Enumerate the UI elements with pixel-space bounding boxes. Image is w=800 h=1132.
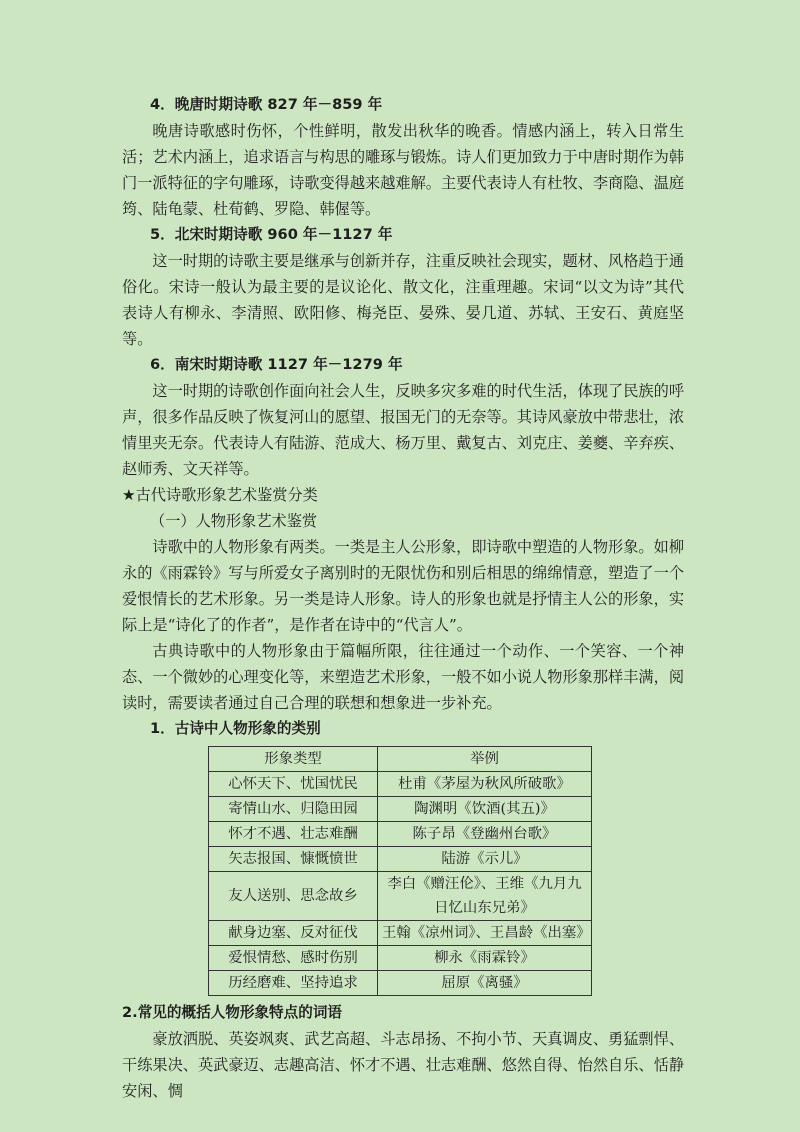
table-cell-example: 陆游《示儿》	[378, 847, 592, 872]
table-row	[209, 921, 592, 946]
paragraph-character-types: 诗歌中的人物形象有两类。一类是主人公形象，即诗歌中塑造的人物形象。如柳永的《雨霖铃》写与所爱女子离别时的无限忧伤和别后相思的绵绵情意，塑造了一个爱恨情长的艺术形象。另一类是诗人形象。诗人的形象也就是抒情主人公的形象，实际上是“诗化了的作者”，是作者在诗中的“代言人”。	[122, 538, 684, 634]
table-cell-type: 爱恨情愁、感时伤别	[209, 946, 378, 971]
paragraph-character-depiction: 古典诗歌中的人物形象由于篇幅所限，往往通过一个动作、一个笑容、一个神态、一个微妙的心理变化等，来塑造艺术形象，一般不如小说人物形象那样丰满，阅读时，需要读者通过自己合理的联想和想象进一步补充。	[122, 642, 684, 712]
table-row	[209, 946, 592, 971]
table-cell-example: 李白《赠汪伦》、王维《九月九日忆山东兄弟》	[378, 872, 592, 921]
section-body-late-tang: 晚唐诗歌感时伤怀，个性鲜明，散发出秋华的晚香。情感内涵上，转入日常生活；艺术内涵上，追求语言与构思的雕琢与锻炼。诗人们更加致力于中唐时期作为韩门一派特征的字句雕琢，诗歌变得越来越难解。主要代表诗人有杜牧、李商隐、温庭筠、陆龟蒙、杜荀鹤、罗隐、韩偓等。	[122, 122, 684, 218]
character-type-table	[208, 746, 592, 996]
table-title: 1．古诗中人物形象的类别	[150, 720, 321, 737]
table-cell-example: 陈子昂《登幽州台歌》	[378, 822, 592, 847]
table-row	[209, 847, 592, 872]
table-cell-example: 杜甫《茅屋为秋风所破歌》	[378, 772, 592, 797]
table-cell-example: 柳永《雨霖铃》	[378, 946, 592, 971]
words-title: 2.常见的概括人物形象特点的词语	[122, 1004, 343, 1021]
section-body-northern-song: 这一时期的诗歌主要是继承与创新并存，注重反映社会现实，题材、风格趋于通俗化。宋诗一般认为最主要的是议论化、散文化，注重理趣。宋词“以文为诗”其代表诗人有柳永、李清照、欧阳修、梅尧臣、晏殊、晏几道、苏轼、王安石、黄庭坚等。	[122, 252, 684, 348]
table-row	[209, 872, 592, 921]
category-title: ★古代诗歌形象艺术鉴赏分类	[122, 486, 318, 504]
words-text: 豪放洒脱、英姿飒爽、武艺高超、斗志昂扬、不拘小节、天真调皮、勇猛剽悍、干练果决、英武豪迈、志趣高洁、怀才不遇、壮志难酬、悠然自得、怡然自乐、恬静安闲、惆	[122, 1030, 684, 1100]
table-cell-example: 屈原《离骚》	[378, 971, 592, 996]
table-header-row	[209, 747, 592, 772]
table-cell-type: 心怀天下、忧国忧民	[209, 772, 378, 797]
table-cell-example: 陶渊明《饮酒(其五)》	[378, 797, 592, 822]
table-cell-type: 怀才不遇、壮志难酬	[209, 822, 378, 847]
table-row	[209, 797, 592, 822]
table-cell-type: 寄情山水、归隐田园	[209, 797, 378, 822]
document-content	[122, 92, 684, 1104]
subsection-title: （一）人物形象艺术鉴赏	[150, 512, 318, 530]
table-cell-type: 献身边塞、反对征伐	[209, 921, 378, 946]
table-row	[209, 772, 592, 797]
table-row	[209, 971, 592, 996]
table-header-example: 举例	[378, 747, 592, 772]
section-heading-late-tang: 4．晚唐时期诗歌 827 年－859 年	[150, 96, 383, 113]
table-cell-type: 友人送别、思念故乡	[209, 872, 378, 921]
table-cell-type: 矢志报国、慷慨愤世	[209, 847, 378, 872]
table-header-type: 形象类型	[209, 747, 378, 772]
section-body-southern-song: 这一时期的诗歌创作面向社会人生，反映多灾多难的时代生活，体现了民族的呼声，很多作品反映了恢复河山的愿望、报国无门的无奈等。其诗风豪放中带悲壮，浓情里夹无奈。代表诗人有陆游、范成大、杨万里、戴复古、刘克庄、姜夔、辛弃疾、赵师秀、文天祥等。	[122, 382, 684, 478]
table-row	[209, 822, 592, 847]
section-heading-southern-song: 6．南宋时期诗歌 1127 年－1279 年	[150, 356, 403, 373]
table-cell-type: 历经磨难、坚持追求	[209, 971, 378, 996]
table-cell-example: 王翰《凉州词》、王昌龄《出塞》	[378, 921, 592, 946]
section-heading-northern-song: 5．北宋时期诗歌 960 年－1127 年	[150, 226, 393, 243]
